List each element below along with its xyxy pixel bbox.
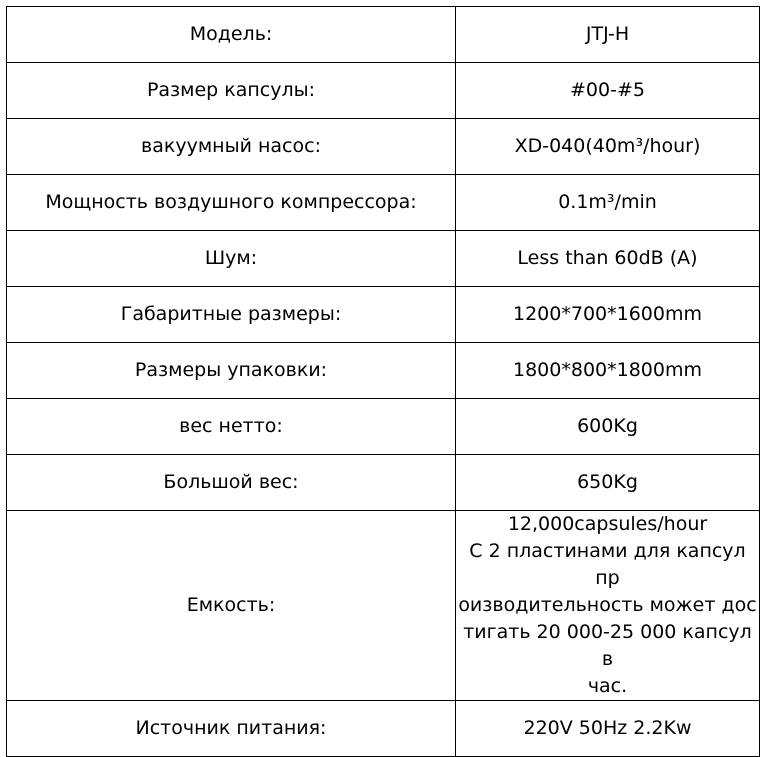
row-value: Less than 60dB (A): [456, 231, 760, 287]
row-label: Модель:: [7, 7, 456, 63]
table-row: [7, 343, 760, 399]
value-line: тигать 20 000-25 000 капсул в: [463, 621, 752, 670]
value-line: оизводительность может дос: [458, 594, 757, 616]
specifications-table: [6, 6, 760, 757]
table-row: [7, 399, 760, 455]
row-label: Шум:: [7, 231, 456, 287]
row-value: XD-040(40m³/hour): [456, 119, 760, 175]
row-label: Емкость:: [7, 511, 456, 701]
row-label: Источник питания:: [7, 701, 456, 757]
table-row: [7, 63, 760, 119]
table-row: [7, 7, 760, 63]
table-row: [7, 119, 760, 175]
row-label: Размеры упаковки:: [7, 343, 456, 399]
table-row: [7, 511, 760, 701]
row-label: вес нетто:: [7, 399, 456, 455]
row-label: Большой вес:: [7, 455, 456, 511]
table-row: [7, 455, 760, 511]
table-row: [7, 287, 760, 343]
row-label: Размер капсулы:: [7, 63, 456, 119]
row-value: JTJ-H: [456, 7, 760, 63]
row-value: 220V 50Hz 2.2Kw: [456, 701, 760, 757]
value-line: С 2 пластинами для капсул пр: [469, 540, 746, 589]
row-label: Габаритные размеры:: [7, 287, 456, 343]
row-value-multiline: [456, 511, 760, 701]
table-row: [7, 175, 760, 231]
table-row: [7, 231, 760, 287]
row-value: 1800*800*1800mm: [456, 343, 760, 399]
row-label: Мощность воздушного компрессора:: [7, 175, 456, 231]
row-value: 600Kg: [456, 399, 760, 455]
row-value: 650Kg: [456, 455, 760, 511]
row-label: вакуумный насос:: [7, 119, 456, 175]
row-value: 0.1m³/min: [456, 175, 760, 231]
value-line: час.: [587, 675, 628, 697]
row-value: 1200*700*1600mm: [456, 287, 760, 343]
value-line: 12,000capsules/hour: [507, 513, 708, 535]
row-value: #00-#5: [456, 63, 760, 119]
table-row: [7, 701, 760, 757]
